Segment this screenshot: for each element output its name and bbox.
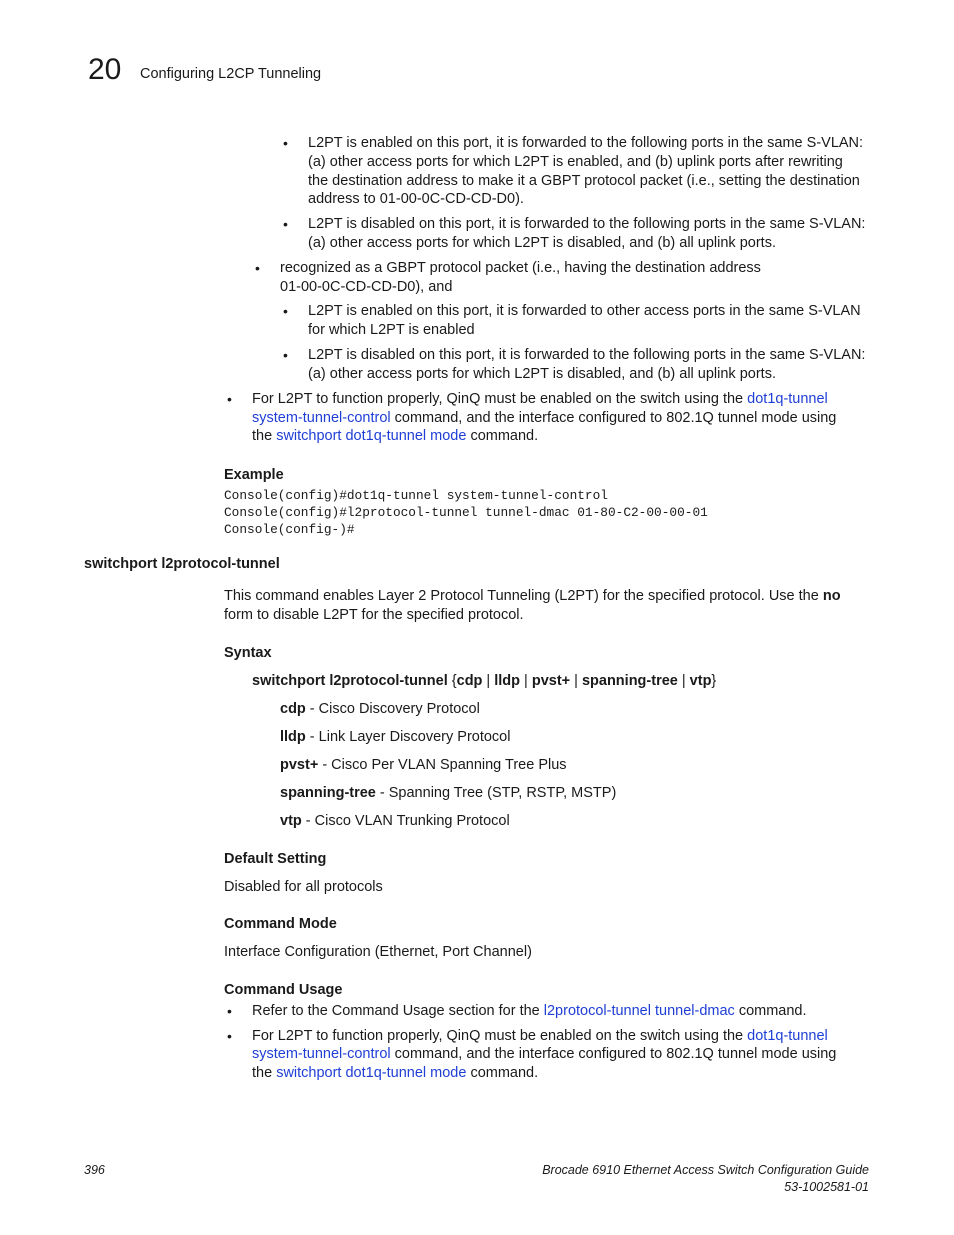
usage-line <box>252 1027 828 1046</box>
bullet-text-line: address to 01-00-0C-CD-CD-D0). <box>308 191 524 207</box>
param-keyword: pvst+ <box>531 673 571 689</box>
text: For L2PT to function properly, QinQ must be enabled on the switch using the <box>252 1028 748 1044</box>
brace: { <box>447 673 457 689</box>
syntax-command <box>252 672 716 691</box>
param-desc: - Spanning Tree (STP, RSTP, MSTP) <box>375 785 617 801</box>
guide-title: Brocade 6910 Ethernet Access Switch Configuration Guide <box>542 1163 869 1177</box>
separator: | <box>677 673 690 689</box>
bullet-text-line: L2PT is enabled on this port, it is forwarded to other access ports in the same S-VLAN <box>308 303 861 319</box>
param-name: lldp <box>280 729 306 745</box>
bullet-text-line: (a) other access ports for which L2PT is disabled, and (b) all uplink ports. <box>308 235 776 251</box>
param-name: pvst+ <box>280 757 319 773</box>
bullet-glyph: • <box>283 303 288 319</box>
bullet-glyph: • <box>227 391 232 407</box>
bullet-text-line <box>252 390 828 409</box>
text: This command enables Layer 2 Protocol Tunneling (L2PT) for the specified protocol. Use the <box>224 588 823 604</box>
text: command. <box>466 1065 539 1081</box>
chapter-title: Configuring L2CP Tunneling <box>140 66 322 82</box>
separator: | <box>520 673 532 689</box>
switchport-dot1q-tunnel-mode-link[interactable]: switchport dot1q-tunnel mode <box>276 1065 467 1081</box>
description-line: form to disable L2PT for the specified protocol. <box>224 607 524 623</box>
default-text: Disabled for all protocols <box>224 879 383 895</box>
page-number: 396 <box>84 1163 105 1177</box>
bullet-text-line: L2PT is disabled on this port, it is forwarded to the following ports in the same S-VLAN: <box>308 347 866 363</box>
bullet-text-line <box>252 427 538 446</box>
bullet-glyph: • <box>227 1028 232 1044</box>
code-line: Console(config)#l2protocol-tunnel tunnel-dmac 01-80-C2-00-00-01 <box>224 505 708 520</box>
param-item <box>280 728 510 747</box>
example-heading: Example <box>224 467 284 483</box>
param-name: cdp <box>280 701 306 717</box>
param-item <box>280 812 510 831</box>
bullet-glyph: • <box>283 135 288 151</box>
usage-line <box>252 1045 836 1064</box>
param-desc: - Cisco VLAN Trunking Protocol <box>301 813 510 829</box>
param-desc: - Cisco Per VLAN Spanning Tree Plus <box>318 757 567 773</box>
bullet-text-line: (a) other access ports for which L2PT is enabled, and (b) uplink ports after rewriting <box>308 154 843 170</box>
param-item <box>280 756 567 775</box>
param-keyword: cdp <box>456 673 483 689</box>
param-keyword: lldp <box>494 673 521 689</box>
no-keyword: no <box>822 588 841 604</box>
usage-heading: Command Usage <box>224 982 343 998</box>
bullet-glyph: • <box>227 1003 232 1019</box>
bullet-glyph: • <box>255 260 260 276</box>
section-title: switchport l2protocol-tunnel <box>84 556 280 572</box>
dot1q-tunnel-link[interactable]: dot1q-tunnel <box>747 1028 828 1044</box>
brace: } <box>711 673 717 689</box>
text: For L2PT to function properly, QinQ must be enabled on the switch using the <box>252 391 748 407</box>
bullet-glyph: • <box>283 216 288 232</box>
bullet-text-line: recognized as a GBPT protocol packet (i.e., having the destination address <box>280 260 761 276</box>
bullet-glyph: • <box>283 347 288 363</box>
system-tunnel-control-link[interactable]: system-tunnel-control <box>252 1046 391 1062</box>
l2protocol-tunnel-tunnel-dmac-link[interactable]: l2protocol-tunnel tunnel-dmac <box>543 1003 735 1019</box>
bullet-text-line: L2PT is enabled on this port, it is forwarded to the following ports in the same S-VLAN: <box>308 135 864 151</box>
param-name: vtp <box>280 813 302 829</box>
code-line: Console(config-)# <box>224 522 355 537</box>
text: command, and the interface configured to 802.1Q tunnel mode using <box>390 1046 837 1062</box>
syntax-cmd: switchport l2protocol-tunnel <box>252 673 448 689</box>
param-item <box>280 700 480 719</box>
bullet-text-line: L2PT is disabled on this port, it is forwarded to the following ports in the same S-VLAN: <box>308 216 866 232</box>
syntax-heading: Syntax <box>224 645 272 661</box>
mode-heading: Command Mode <box>224 916 337 932</box>
text: command. <box>734 1003 807 1019</box>
switchport-dot1q-tunnel-mode-link[interactable]: switchport dot1q-tunnel mode <box>276 428 467 444</box>
param-keyword: vtp <box>689 673 712 689</box>
separator: | <box>482 673 495 689</box>
mode-text: Interface Configuration (Ethernet, Port Channel) <box>224 944 532 960</box>
text: the <box>252 428 277 444</box>
bullet-text-line <box>252 409 836 428</box>
bullet-text-line: 01-00-0C-CD-CD-D0), and <box>280 279 453 295</box>
bullet-text-line: for which L2PT is enabled <box>308 322 475 338</box>
code-line: Console(config)#dot1q-tunnel system-tunnel-control <box>224 488 608 503</box>
param-desc: - Cisco Discovery Protocol <box>305 701 480 717</box>
text: command. <box>466 428 539 444</box>
param-desc: - Link Layer Discovery Protocol <box>305 729 511 745</box>
text: Refer to the Command Usage section for the <box>252 1003 544 1019</box>
usage-line <box>252 1002 807 1021</box>
dot1q-tunnel-link[interactable]: dot1q-tunnel <box>747 391 828 407</box>
usage-line <box>252 1064 538 1083</box>
doc-number: 53-1002581-01 <box>784 1180 869 1194</box>
description-line <box>224 587 841 606</box>
bullet-text-line: (a) other access ports for which L2PT is disabled, and (b) all uplink ports. <box>308 366 776 382</box>
text: the <box>252 1065 277 1081</box>
text: command, and the interface configured to 802.1Q tunnel mode using <box>390 410 837 426</box>
default-heading: Default Setting <box>224 851 327 867</box>
param-name: spanning-tree <box>280 785 376 801</box>
param-item <box>280 784 616 803</box>
bullet-text-line: the destination address to make it a GBPT protocol packet (i.e., setting the destination <box>308 173 860 189</box>
param-keyword: spanning-tree <box>581 673 678 689</box>
separator: | <box>570 673 582 689</box>
system-tunnel-control-link[interactable]: system-tunnel-control <box>252 410 391 426</box>
chapter-number: 20 <box>88 53 122 86</box>
